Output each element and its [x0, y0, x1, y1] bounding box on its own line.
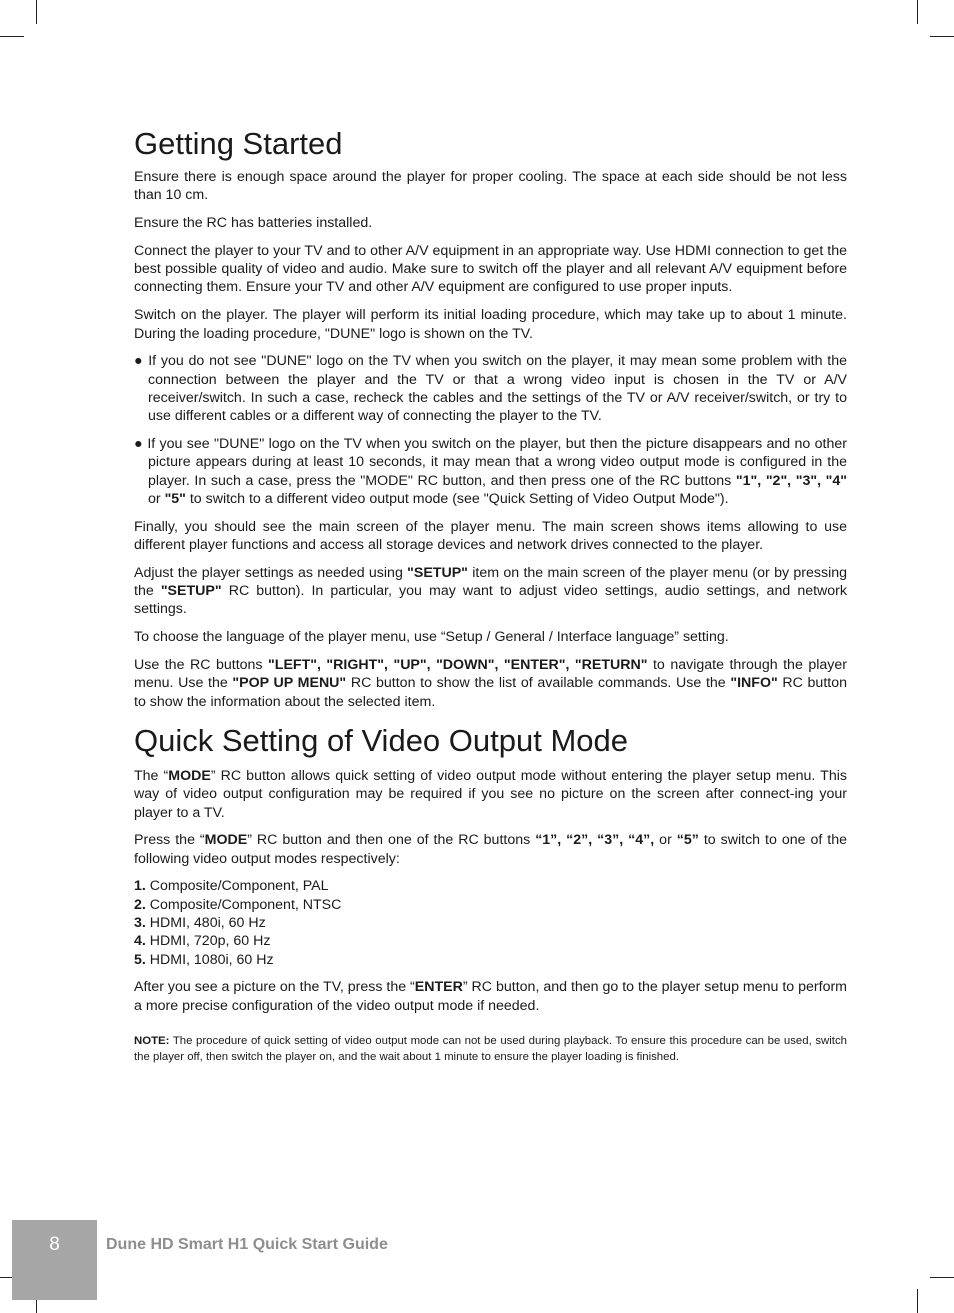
page-number: 8	[49, 1234, 60, 1255]
page-number-box	[12, 1220, 97, 1300]
crop-mark	[0, 36, 24, 37]
crop-mark	[930, 1277, 954, 1278]
video-mode-list	[134, 877, 847, 968]
paragraph: Ensure the RC has batteries installed.	[134, 215, 373, 232]
note: NOTE: The procedure of quick setting of video output mode can not be used during playback. To ensure this procedure can be used, switch the player off, then switch the player on, and the wait about 1 minute to ensure the player loading is finished.	[134, 1034, 847, 1063]
list-item: 3. HDMI, 480i, 60 Hz	[134, 915, 266, 931]
crop-mark	[930, 36, 954, 37]
footer-title: Dune HD Smart H1 Quick Start Guide	[106, 1236, 388, 1253]
list-item: 1. Composite/Component, PAL	[134, 878, 329, 895]
bullet-item: ● If you do not see "DUNE" logo on the TV when you switch on the player, it may mean some problem with the connection between the player and the TV or that a wrong video input is chosen in the TV or A/V receiver/switch. In such a case, recheck the cables and the settings of the TV or A/V receiver/switch, or try to use different cables or a different way of connecting the player to the TV.	[134, 353, 847, 425]
paragraph: To choose the language of the player menu, use “Setup / General / Interface language” setting.	[134, 629, 729, 646]
list-item: 4. HDMI, 720p, 60 Hz	[134, 933, 271, 950]
crop-mark	[36, 0, 37, 24]
crop-mark	[917, 1289, 918, 1313]
paragraph: The “MODE” RC button allows quick setting of video output mode without entering the player setup menu. This way of video output configuration may be required if you see no picture on the screen after connect-ing your player to a TV.	[134, 767, 847, 821]
section-title-quick-setting: Quick Setting of Video Output Mode	[134, 722, 629, 758]
list-item: 2. Composite/Component, NTSC	[134, 896, 342, 913]
section-title-getting-started: Getting Started	[134, 126, 343, 161]
paragraph: Connect the player to your TV and to other A/V equipment in an appropriate way. Use HDMI connection to get the best possible quality of video and audio. Make sure to switch off the player and all relevant A/V equipment before connecting them. Ensure your TV and other A/V equipment are configured to use proper inputs.	[134, 242, 847, 296]
paragraph: After you see a picture on the TV, press the “ENTER” RC button, and then go to the player setup menu to perform a more precise configuration of the video output mode if needed.	[134, 979, 847, 1014]
paragraph: Switch on the player. The player will perform its initial loading procedure, which may take up to about 1 minute. During the loading procedure, "DUNE" logo is shown on the TV.	[134, 307, 847, 342]
list-item: 5. HDMI, 1080i, 60 Hz	[134, 951, 274, 968]
paragraph: Use the RC buttons "LEFT", "RIGHT", "UP", "DOWN", "ENTER", "RETURN" to navigate through the player menu. Use the "POP UP MENU" RC button to show the list of available commands. Use the "INFO" RC button to show the information about the selected item.	[134, 657, 847, 710]
page-content	[134, 126, 847, 1074]
paragraph: Press the “MODE” RC button and then one of the RC buttons “1”, “2”, “3”, “4”, or “5” to switch to one of the following video output modes respectively:	[134, 832, 848, 867]
paragraph: Adjust the player settings as needed using "SETUP" item on the main screen of the player menu (or by pressing the "SETUP" RC button). In particular, you may want to adjust video settings, audio settings, and network settings.	[134, 564, 847, 618]
bullet-item: ● If you see "DUNE" logo on the TV when you switch on the player, but then the picture disappears and no other picture appears during at least 10 seconds, it may mean that a wrong video output mode is configured in the player. In such a case, press the "MODE" RC button, and then press one of the RC buttons "1", "2", "3", "4" or "5" to switch to a different video output mode (see "Quick Setting of Video Output Mode").	[134, 436, 847, 507]
paragraph: Ensure there is enough space around the player for proper cooling. The space at each side should be not less than 10 cm.	[134, 169, 847, 204]
crop-mark	[917, 0, 918, 24]
paragraph: Finally, you should see the main screen of the player menu. The main screen shows items allowing to use different player functions and access all storage devices and network drives connected to the player.	[134, 518, 847, 554]
